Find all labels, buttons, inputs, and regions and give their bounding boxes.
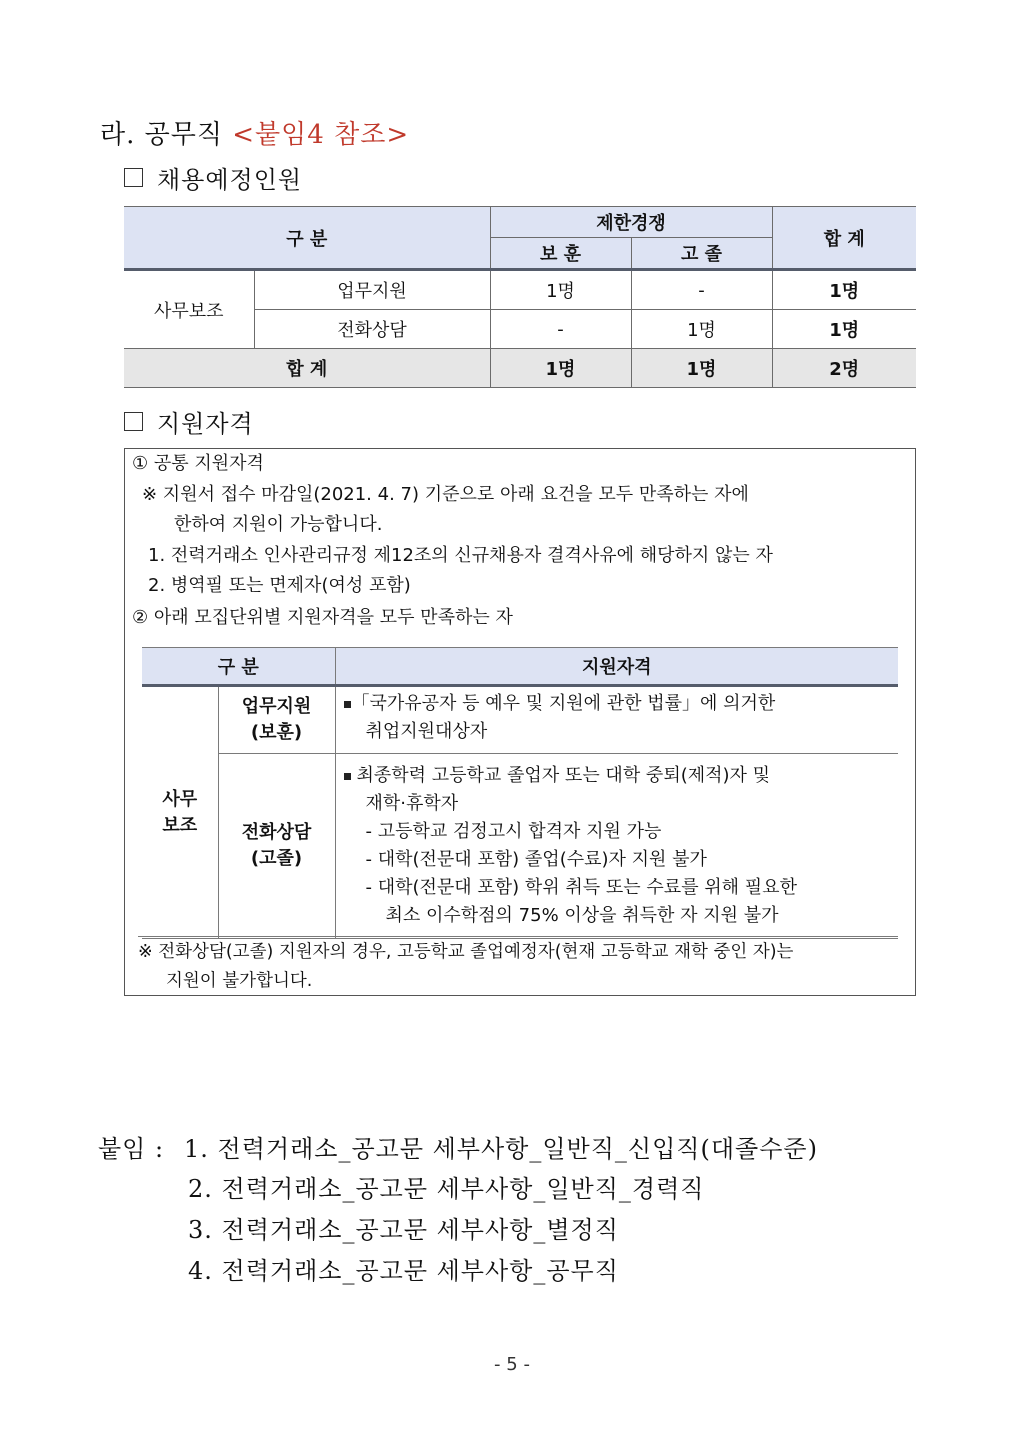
total-row bbox=[124, 349, 916, 388]
row-name: 전화상담 bbox=[254, 310, 490, 349]
t2-row1-name-line1: 업무지원 bbox=[241, 696, 312, 717]
t2-header-qual: 지원자격 bbox=[335, 648, 898, 686]
t2-row1-desc-line1: 「국가유공자 등 예우 및 지원에 관한 법률」에 의거한 bbox=[351, 693, 776, 714]
checkbox-icon bbox=[124, 412, 143, 431]
bullet-icon bbox=[344, 701, 351, 708]
table-row bbox=[142, 754, 898, 939]
attachment-item-3: 3. 전력거래소_공고문 세부사항_별정직 bbox=[188, 1216, 619, 1244]
attachment-item-2: 2. 전력거래소_공고문 세부사항_일반직_경력직 bbox=[188, 1175, 705, 1203]
t2-group-line2: 보조 bbox=[162, 814, 198, 836]
t2-row2-name-line2: (고졸) bbox=[250, 848, 303, 869]
page-number: - 5 - bbox=[494, 1354, 530, 1375]
t2-row2-name-line1: 전화상담 bbox=[241, 822, 312, 843]
unit-qual-table bbox=[142, 647, 898, 939]
t2-group-cell bbox=[142, 686, 218, 939]
t2-row1-desc bbox=[335, 686, 898, 754]
attachments-label: 붙임 : bbox=[98, 1135, 165, 1163]
bottom-note-line2: 지원이 불가합니다. bbox=[166, 971, 313, 991]
row-total: 1명 bbox=[772, 270, 916, 310]
group-cell: 사무보조 bbox=[124, 270, 254, 349]
section-title: 라. 공무직 bbox=[100, 120, 223, 150]
t2-row1-name bbox=[218, 686, 335, 754]
t2-row2-desc bbox=[335, 754, 898, 939]
recruit-title: 채용예정인원 bbox=[157, 166, 303, 194]
header-highschool: 고 졸 bbox=[631, 238, 772, 270]
table-row bbox=[124, 270, 916, 310]
common-item-1: 1. 전력거래소 인사관리규정 제12조의 신규채용자 결격사유에 해당하지 않는 자 bbox=[148, 545, 773, 566]
common-item-2: 2. 병역필 또는 면제자(여성 포함) bbox=[148, 575, 411, 596]
common-qual-title: ① 공통 지원자격 bbox=[132, 453, 264, 474]
header-restricted: 제한경쟁 bbox=[490, 207, 772, 238]
t2-group-line1: 사무 bbox=[162, 788, 198, 810]
section-reference: <붙임4 참조> bbox=[232, 120, 410, 150]
t2-row1-desc-line2: 취업지원대상자 bbox=[365, 721, 488, 742]
common-note-line2: 한하여 지원이 가능합니다. bbox=[174, 514, 383, 535]
t2-row2-desc-line1: 최종학력 고등학교 졸업자 또는 대학 중퇴(제적)자 및 bbox=[356, 765, 771, 786]
t2-row1-name-line2: (보훈) bbox=[250, 722, 303, 743]
total-highschool: 1명 bbox=[631, 349, 772, 388]
recruit-section-title bbox=[124, 160, 302, 195]
total-veteran: 1명 bbox=[490, 349, 631, 388]
table-row bbox=[142, 686, 898, 754]
recruit-table bbox=[124, 206, 916, 388]
header-veteran: 보 훈 bbox=[490, 238, 631, 270]
qualification-section-title bbox=[124, 404, 254, 439]
t2-row2-desc-line4: - 대학(전문대 포함) 졸업(수료)자 지원 불가 bbox=[365, 849, 707, 870]
row-highschool: 1명 bbox=[631, 310, 772, 349]
attachment-item-4: 4. 전력거래소_공고문 세부사항_공무직 bbox=[188, 1257, 619, 1285]
bullet-icon bbox=[344, 773, 351, 780]
t2-header-category: 구 분 bbox=[142, 648, 335, 686]
t2-row2-desc-line3: - 고등학교 검정고시 합격자 지원 가능 bbox=[365, 821, 662, 842]
row-highschool: - bbox=[631, 270, 772, 310]
attachment-item-1: 1. 전력거래소_공고문 세부사항_일반직_신입직(대졸수준) bbox=[184, 1135, 818, 1163]
section-heading bbox=[100, 114, 409, 151]
t2-row2-name bbox=[218, 754, 335, 939]
t2-row2-desc-line5: - 대학(전문대 포함) 학위 취득 또는 수료를 위해 필요한 bbox=[365, 877, 797, 898]
unit-qual-title: ② 아래 모집단위별 지원자격을 모두 만족하는 자 bbox=[132, 607, 513, 628]
row-veteran: - bbox=[490, 310, 631, 349]
header-category: 구 분 bbox=[124, 207, 490, 270]
common-note-line1: ※ 지원서 접수 마감일(2021. 4. 7) 기준으로 아래 요건을 모두 만족하는 자에 bbox=[142, 484, 749, 505]
t2-row2-desc-line6: 최소 이수학점의 75% 이상을 취득한 자 지원 불가 bbox=[385, 905, 779, 926]
bottom-note-line1: ※ 전화상담(고졸) 지원자의 경우, 고등학교 졸업예정자(현재 고등학교 재학 중인 자)는 bbox=[138, 936, 898, 967]
checkbox-icon bbox=[124, 168, 143, 187]
qualification-title: 지원자격 bbox=[157, 410, 254, 438]
row-veteran: 1명 bbox=[490, 270, 631, 310]
t2-row2-desc-line2: 재학·휴학자 bbox=[365, 793, 459, 814]
row-total: 1명 bbox=[772, 310, 916, 349]
row-name: 업무지원 bbox=[254, 270, 490, 310]
total-sum: 2명 bbox=[772, 349, 916, 388]
total-label: 합 계 bbox=[124, 349, 490, 388]
header-total: 합 계 bbox=[772, 207, 916, 270]
